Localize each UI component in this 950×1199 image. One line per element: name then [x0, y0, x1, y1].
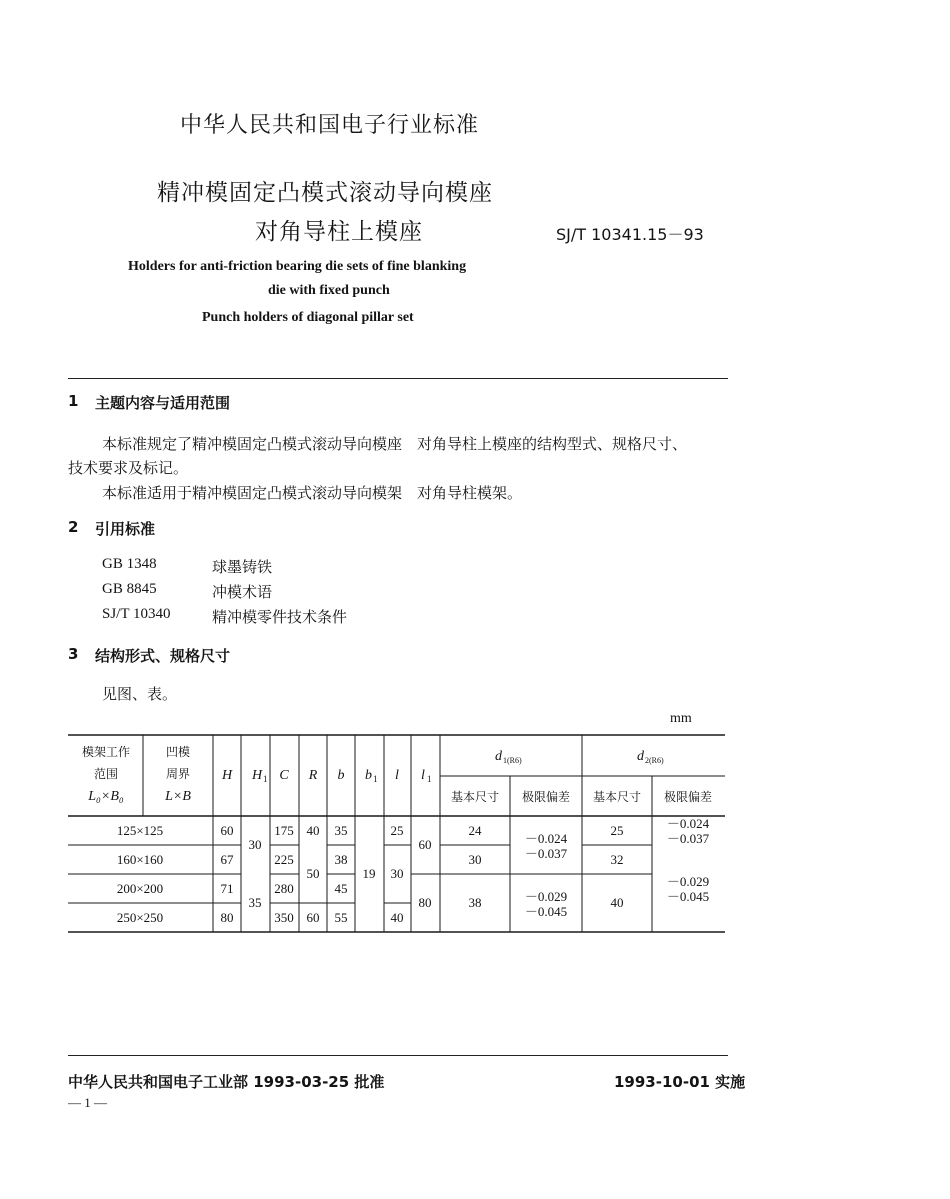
header-d1: d: [495, 749, 502, 764]
table-cell-d2-deviation: －0.045: [666, 889, 710, 904]
title-cn-line2: 对角导柱上模座: [255, 219, 423, 245]
table-cell-H: 80: [220, 910, 234, 925]
table-cell-d1-basic: 30: [468, 852, 482, 867]
header-H1: H: [252, 768, 263, 783]
table-cell-size: 160×160: [116, 852, 164, 867]
title-en-line2: die with fixed punch: [268, 283, 390, 298]
table-cell-l: 30: [390, 866, 404, 881]
table-cell-C: 280: [274, 881, 294, 896]
header-range-line1: 模架工作: [81, 745, 131, 759]
header-die-line1: 凹模: [165, 745, 191, 759]
reference-code: GB 8845: [102, 581, 157, 597]
table-cell-b: 55: [334, 910, 348, 925]
header-H1-subscript: 1: [263, 774, 268, 784]
table-cell-d2-deviation: －0.037: [666, 831, 710, 846]
table-cell-l1: 60: [418, 837, 432, 852]
header-b1-subscript: 1: [373, 774, 378, 784]
table-cell-d1-deviation: －0.037: [524, 846, 568, 861]
header-d2-subscript: 2(R6): [645, 756, 664, 765]
header-b1: b: [365, 768, 372, 783]
table-cell-size: 125×125: [116, 823, 164, 838]
reference-code: GB 1348: [102, 556, 157, 572]
header-d1-subscript: 1(R6): [503, 756, 522, 765]
reference-code: SJ/T 10340: [102, 606, 171, 622]
section-1-title: 主题内容与适用范围: [95, 394, 231, 412]
table-cell-d1-deviation: －0.024: [524, 831, 568, 846]
header-H: H: [221, 768, 233, 783]
section-1-paragraph-1-line-2: 技术要求及标记。: [68, 459, 189, 477]
title-en-line3: Punch holders of diagonal pillar set: [202, 310, 414, 325]
table-cell-d2-basic: 32: [610, 852, 624, 867]
header-b: b: [337, 768, 345, 783]
table-cell-d1-deviation: －0.029: [524, 889, 568, 904]
table-cell-C: 225: [274, 852, 294, 867]
table-cell-d1-deviation: －0.045: [524, 904, 568, 919]
header-d1-deviation: 极限偏差: [521, 790, 571, 804]
table-unit: mm: [670, 711, 692, 726]
header-die-line2: 周界: [165, 767, 191, 781]
title-en-line1: Holders for anti-friction bearing die sets of fine blanking: [128, 259, 467, 274]
page-number: — 1 —: [68, 1095, 107, 1110]
table-cell-d1-basic: 38: [468, 895, 482, 910]
table-cell-H: 67: [220, 852, 234, 867]
header-range-line3: L₀×B₀: [88, 789, 124, 804]
effective-date: 1993-10-01 实施: [614, 1073, 746, 1091]
table-cell-b: 45: [334, 881, 348, 896]
section-2-title: 引用标准: [95, 520, 156, 538]
table-cell-d2-basic: 40: [610, 895, 624, 910]
header-d2: d: [637, 749, 644, 764]
table-cell-l: 25: [390, 823, 404, 838]
section-2-number: 2: [68, 518, 79, 536]
table-cell-C: 350: [274, 910, 294, 925]
table-cell-H: 60: [220, 823, 234, 838]
header-die-line3: L×B: [165, 789, 191, 804]
table-cell-R: 40: [306, 823, 320, 838]
table-cell-H1: 30: [248, 837, 262, 852]
header-R: R: [308, 768, 318, 783]
table-cell-l1: 80: [418, 895, 432, 910]
header-d2-deviation: 极限偏差: [663, 790, 713, 804]
header-l1-subscript: 1: [427, 774, 432, 784]
header-organization: 中华人民共和国电子行业标准: [180, 113, 480, 138]
standard-number: SJ/T 10341.15－93: [556, 225, 704, 244]
table-cell-H: 71: [220, 881, 234, 896]
table-cell-R: 60: [306, 910, 320, 925]
section-1-paragraph-2: 本标准适用于精冲模固定凸模式滚动导向模架 对角导柱模架。: [102, 484, 523, 502]
table-cell-l: 40: [390, 910, 404, 925]
header-C: C: [279, 768, 289, 783]
section-1-paragraph-1-line-1: 本标准规定了精冲模固定凸模式滚动导向模座 对角导柱上模座的结构型式、规格尺寸、: [102, 435, 688, 453]
table-cell-d2-deviation: －0.029: [666, 874, 710, 889]
table-cell-d2-deviation: －0.024: [666, 816, 710, 831]
section-3-paragraph: 见图、表。: [102, 685, 178, 703]
table-cell-R: 50: [306, 866, 320, 881]
header-l: l: [395, 768, 399, 783]
table-cell-b: 35: [334, 823, 348, 838]
section-1-number: 1: [68, 392, 79, 410]
header-range-line2: 范围: [93, 767, 119, 781]
reference-name: 冲模术语: [212, 583, 273, 601]
header-d1-basic: 基本尺寸: [450, 790, 500, 804]
reference-name: 球墨铸铁: [212, 558, 273, 576]
section-3-title: 结构形式、规格尺寸: [95, 647, 231, 665]
footer-divider: [68, 1055, 728, 1056]
table-cell-H1: 35: [248, 895, 262, 910]
header-d2-basic: 基本尺寸: [592, 790, 642, 804]
approval-line: 中华人民共和国电子工业部 1993-03-25 批准: [68, 1073, 385, 1091]
table-cell-C: 175: [274, 823, 294, 838]
table-cell-size: 250×250: [116, 910, 164, 925]
table-cell-b1: 19: [362, 866, 376, 881]
table-cell-b: 38: [334, 852, 348, 867]
title-cn-line1: 精冲模固定凸模式滚动导向模座: [157, 180, 493, 206]
table-cell-d2-basic: 25: [610, 823, 624, 838]
header-l1: l: [421, 768, 425, 783]
section-3-number: 3: [68, 645, 79, 663]
reference-name: 精冲模零件技术条件: [212, 608, 348, 626]
table-cell-d1-basic: 24: [468, 823, 482, 838]
table-cell-size: 200×200: [116, 881, 164, 896]
